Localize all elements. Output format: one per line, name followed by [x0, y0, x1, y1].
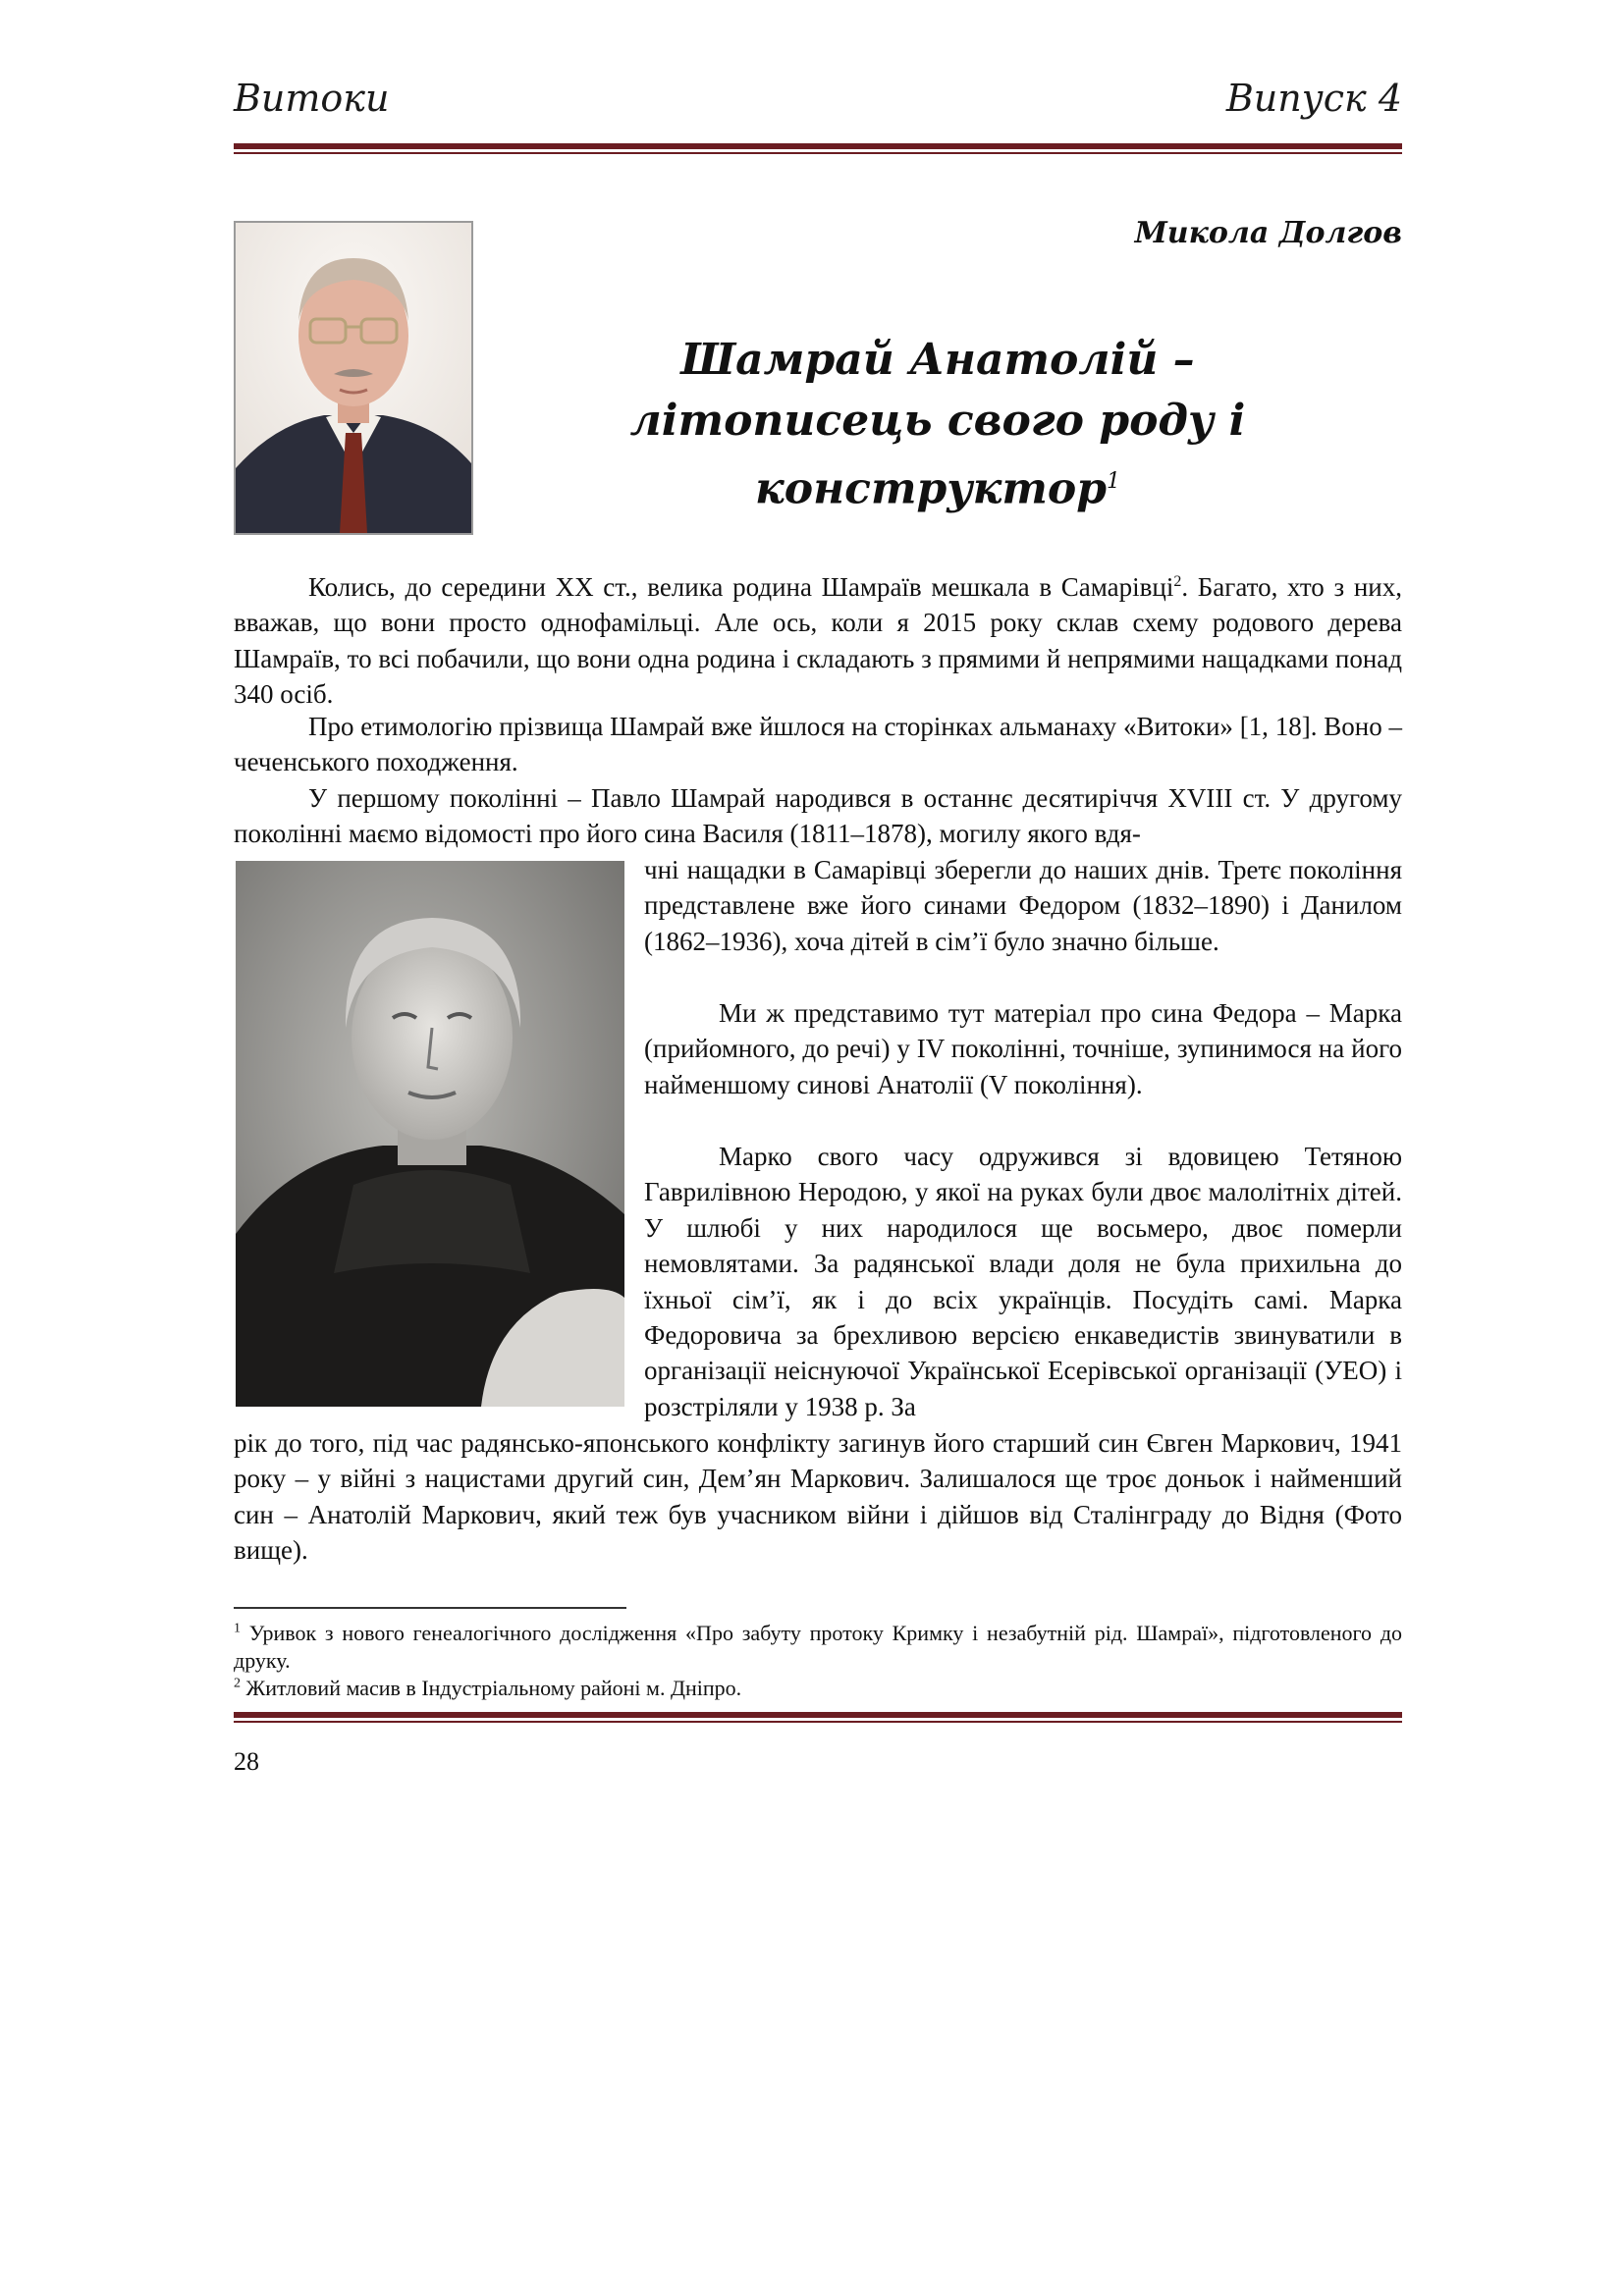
paragraph-1-start: Колись, до середини ХХ ст., велика родина Шамраїв мешкала в Самарівці: [308, 572, 1174, 602]
footnote-1-number: 1: [234, 1621, 241, 1636]
paragraph-4: Ми ж представимо тут матеріал про сина Федора – Марка (прийомного, до речі) у IV поколінні, точніше, зупинимося на його найменшому синові Анатолії (V покоління).: [644, 998, 1402, 1099]
footnote-1-text: Уривок з нового генеалогічного дослідження «Про забуту протоку Кримку і незабутній рід. Шамраї», підготовленого до друку.: [234, 1621, 1403, 1673]
paragraph-1-end: . Багато, хто з них, вважав, що вони просто однофамільці. Але ось, коли я 2015 року склав схему родового дерева Шамраїв, то всі побачили, що вони одна родина і складають з прямими й непрямими нащадками понад 340 осіб.: [234, 572, 1402, 710]
paragraph-2: Про етимологію прізвища Шамрай вже йшлося на сторінках альманаху «Витоки» [1, 18]. Воно – чеченського походження.: [234, 712, 1402, 777]
running-header: [234, 77, 1402, 135]
header-rule: [234, 143, 1402, 154]
paragraph-1: [234, 569, 1402, 713]
paragraph-3-continued: чні нащадки в Самарівці зберегли до наших днів. Третє покоління представлене вже його синами Федором (1832–1890) і Данилом (1862–1936), хоча дітей в сім’ї було значно більше.: [644, 855, 1402, 956]
journal-name: Витоки: [234, 77, 390, 120]
footnote-2: [234, 1675, 1402, 1702]
footnote-separator: [234, 1607, 626, 1609]
paragraph-5-continued: рік до того, під час радянсько-японського конфлікту загинув його старший син Євген Маркович, 1941 року – у війні з нацистами другий син, Дем’ян Маркович. Залишалося ще троє доньок і найменший син – Анатолій Маркович, який теж був учасником війни і дійшов від Сталінграду до Відня (Фото вище).: [234, 1428, 1402, 1566]
footnote-1: [234, 1620, 1402, 1675]
paragraph-5: Марко свого часу одружився зі вдовицею Тетяною Гаврилівною Неродою, у якої на руках були двоє малолітніх дітей. У шлюбі у них народилося ще восьмеро, двоє померли немовлятами. За радянської влади доля не була прихильна до їхньої сім’ї, як і до всіх українців. Посудіть самі. Марка Федоровича за брехливою версією енкаведистів звинуватили в організації неіснуючої Української Есерівської організації (УЕО) і розстріляли у 1938 р. За: [644, 1142, 1402, 1421]
title-footnote-ref: 1: [1107, 469, 1121, 494]
footnote-2-number: 2: [234, 1676, 241, 1691]
footer-rule: [234, 1712, 1402, 1723]
title-line-2: [530, 391, 1345, 520]
title-line-2-text: літописець свого роду і конструктор: [629, 396, 1246, 514]
footnote-ref-2: 2: [1173, 573, 1182, 590]
footnote-2-text: Житловий масив в Індустріальному районі м. Дніпро.: [245, 1676, 742, 1700]
issue-number: Випуск 4: [1225, 77, 1402, 120]
paragraph-3: У першому поколінні – Павло Шамрай народився в останнє десятиріччя XVIII ст. У другому поколінні маємо відомості про його сина Василя (1811–1878), могилу якого вдя-: [234, 783, 1402, 849]
archival-portrait-photo: [236, 861, 624, 1407]
title-line-1: Шамрай Анатолій –: [680, 335, 1195, 385]
author-name: Микола Долгов: [1134, 216, 1402, 250]
article-title: [530, 330, 1345, 520]
author-portrait-photo: [234, 221, 473, 535]
page-number: 28: [234, 1747, 259, 1776]
